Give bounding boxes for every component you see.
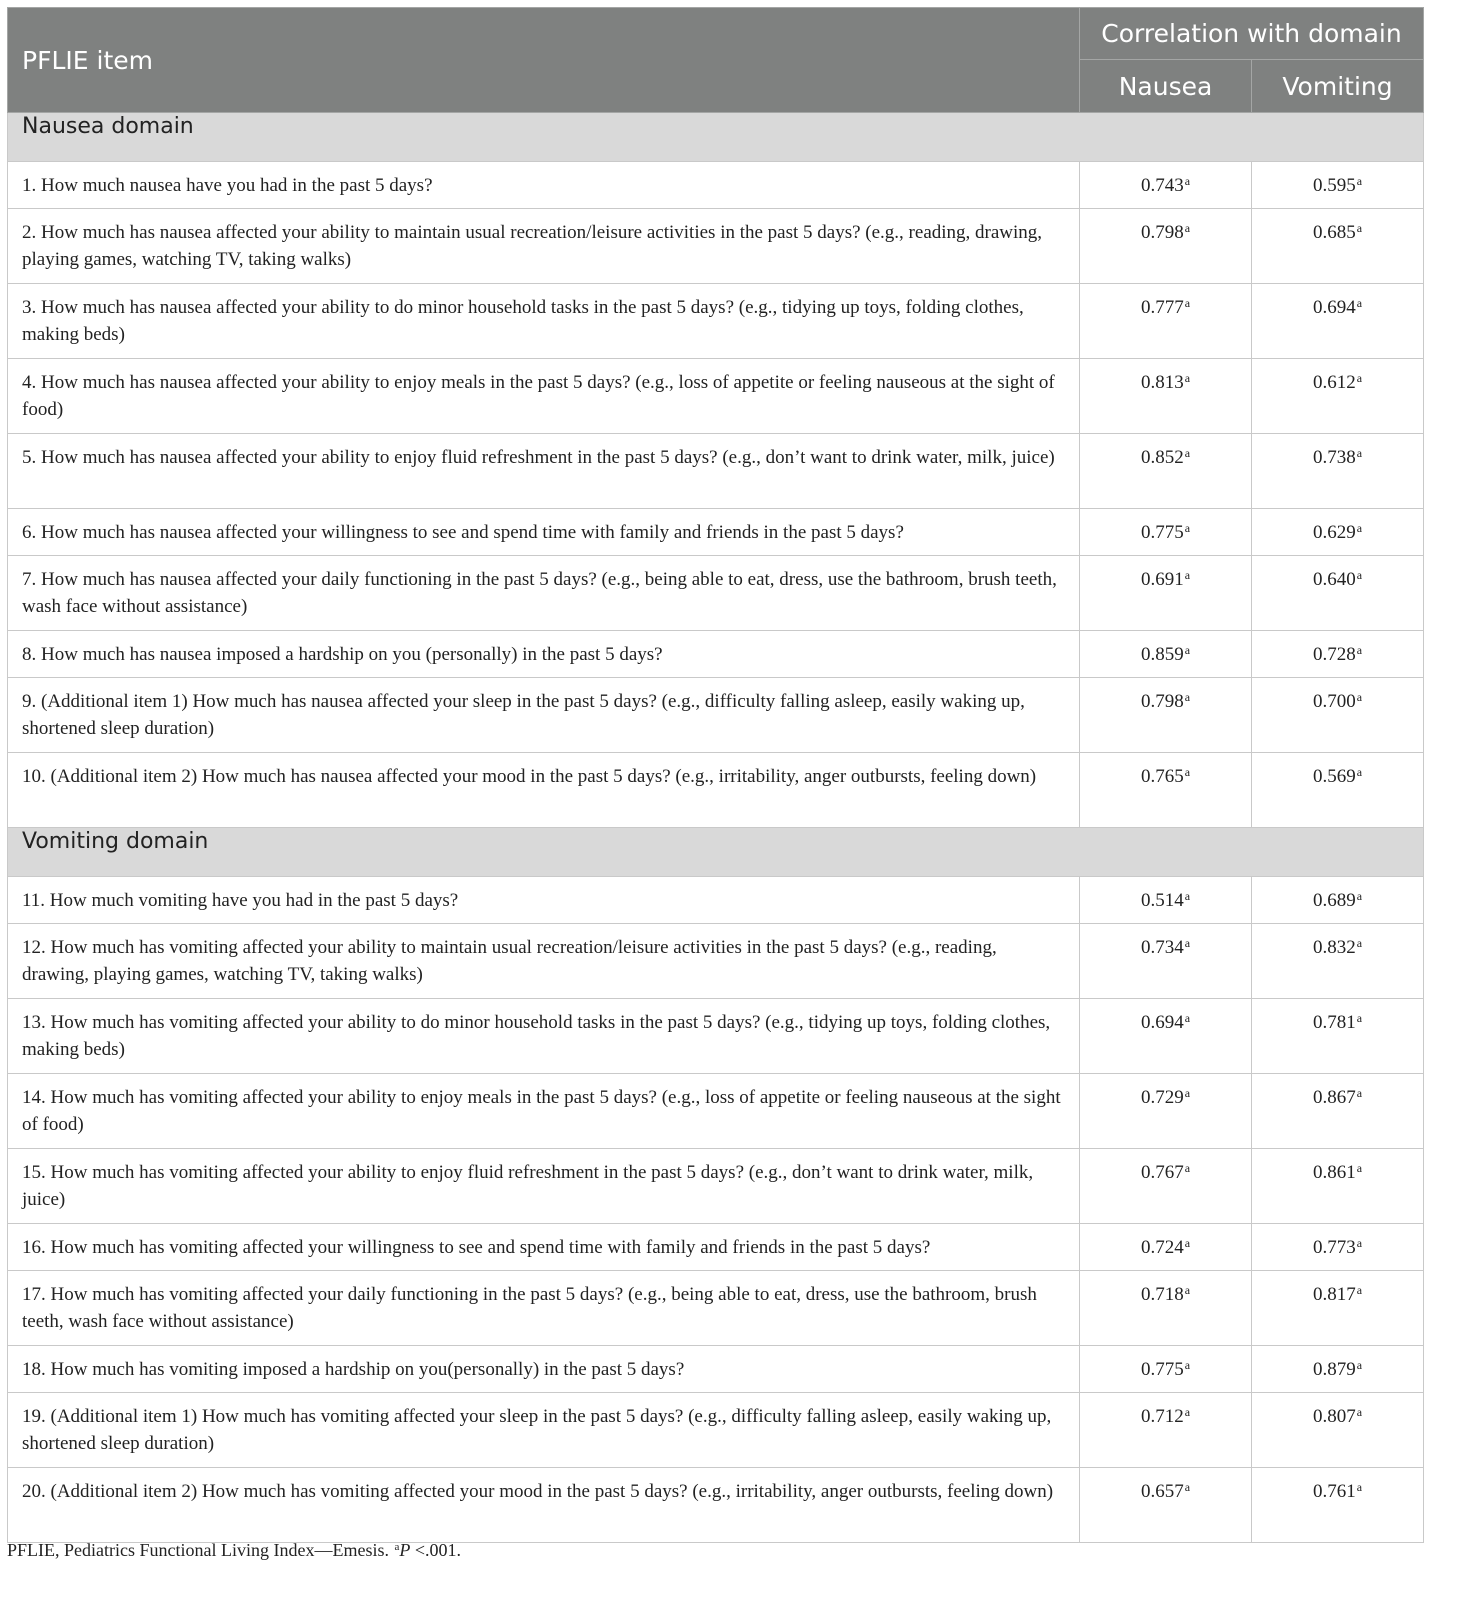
vomiting-correlation-value: 0.832: [1312, 937, 1356, 958]
nausea-correlation-value: 0.798: [1140, 222, 1184, 243]
vomiting-column-header: Vomiting: [1252, 60, 1424, 113]
item-text: 12. How much has vomiting affected your ability to maintain usual recreation/leisure activities in the past 5 days? (e.g., reading, drawing, playing games, watching TV, taking walks): [8, 924, 1080, 999]
nausea-correlation-cell: [1080, 434, 1252, 509]
pflie-item-header: PFLIE item: [8, 8, 1080, 113]
nausea-correlation-cell: [1080, 1393, 1252, 1468]
vomiting-correlation-value: 0.761: [1312, 1481, 1356, 1502]
footnote-p-label: P: [399, 1540, 411, 1560]
vomiting-correlation-value: 0.781: [1312, 1012, 1356, 1033]
nausea-correlation-cell: [1080, 1149, 1252, 1224]
significance-marker: a: [1356, 521, 1363, 535]
vomiting-correlation-value: 0.728: [1312, 644, 1356, 665]
significance-marker: a: [1184, 296, 1191, 310]
significance-marker: a: [1356, 936, 1363, 950]
vomiting-correlation-cell: [1252, 359, 1424, 434]
nausea-correlation-cell: [1080, 924, 1252, 999]
nausea-correlation-value: 0.514: [1140, 890, 1184, 911]
nausea-correlation-cell: [1080, 359, 1252, 434]
nausea-correlation-cell: [1080, 284, 1252, 359]
section-row: [8, 828, 1424, 877]
nausea-correlation-value: 0.813: [1140, 372, 1184, 393]
nausea-correlation-cell: [1080, 631, 1252, 678]
vomiting-correlation-value: 0.867: [1312, 1087, 1356, 1108]
table-row: [8, 1468, 1424, 1543]
nausea-correlation-value: 0.657: [1140, 1481, 1184, 1502]
footnote-marker: a: [394, 1541, 400, 1553]
table-row: [8, 1393, 1424, 1468]
vomiting-correlation-value: 0.773: [1312, 1237, 1356, 1258]
significance-marker: a: [1356, 690, 1363, 704]
significance-marker: a: [1356, 1236, 1363, 1250]
item-text: 4. How much has nausea affected your ability to enjoy meals in the past 5 days? (e.g., loss of appetite or feeling nauseous at the sight of food): [8, 359, 1080, 434]
table-row: [8, 1346, 1424, 1393]
significance-marker: a: [1184, 1236, 1191, 1250]
table-body: [8, 113, 1424, 1543]
table-row: [8, 359, 1424, 434]
item-text: 11. How much vomiting have you had in the past 5 days?: [8, 877, 1080, 924]
significance-marker: a: [1356, 643, 1363, 657]
significance-marker: a: [1356, 889, 1363, 903]
nausea-correlation-cell: [1080, 509, 1252, 556]
nausea-correlation-value: 0.691: [1140, 569, 1184, 590]
vomiting-correlation-cell: [1252, 434, 1424, 509]
correlation-group-header: Correlation with domain: [1080, 8, 1424, 60]
nausea-correlation-cell: [1080, 753, 1252, 828]
nausea-correlation-cell: [1080, 1346, 1252, 1393]
vomiting-correlation-cell: [1252, 509, 1424, 556]
table-row: [8, 556, 1424, 631]
significance-marker: a: [1184, 690, 1191, 704]
nausea-correlation-value: 0.718: [1140, 1284, 1184, 1305]
significance-marker: a: [1184, 221, 1191, 235]
nausea-correlation-value: 0.777: [1140, 297, 1184, 318]
item-text: 9. (Additional item 1) How much has nausea affected your sleep in the past 5 days? (e.g., difficulty falling asleep, easily waking up, shortened sleep duration): [8, 678, 1080, 753]
significance-marker: a: [1356, 765, 1363, 779]
significance-marker: a: [1184, 889, 1191, 903]
significance-marker: a: [1356, 446, 1363, 460]
nausea-correlation-value: 0.712: [1140, 1406, 1184, 1427]
significance-marker: a: [1184, 174, 1191, 188]
vomiting-correlation-cell: [1252, 753, 1424, 828]
nausea-correlation-value: 0.724: [1140, 1237, 1184, 1258]
nausea-correlation-value: 0.798: [1140, 691, 1184, 712]
significance-marker: a: [1356, 371, 1363, 385]
significance-marker: a: [1356, 568, 1363, 582]
nausea-correlation-cell: [1080, 162, 1252, 209]
significance-marker: a: [1184, 521, 1191, 535]
vomiting-correlation-cell: [1252, 1074, 1424, 1149]
table-row: [8, 509, 1424, 556]
vomiting-correlation-value: 0.612: [1312, 372, 1356, 393]
vomiting-correlation-value: 0.640: [1312, 569, 1356, 590]
table-row: [8, 284, 1424, 359]
vomiting-correlation-cell: [1252, 284, 1424, 359]
table-header: [8, 8, 1424, 113]
vomiting-correlation-value: 0.685: [1312, 222, 1356, 243]
item-text: 2. How much has nausea affected your ability to maintain usual recreation/leisure activities in the past 5 days? (e.g., reading, drawing, playing games, watching TV, taking walks): [8, 209, 1080, 284]
vomiting-correlation-cell: [1252, 877, 1424, 924]
significance-marker: a: [1184, 765, 1191, 779]
significance-marker: a: [1184, 1480, 1191, 1494]
vomiting-correlation-cell: [1252, 1393, 1424, 1468]
nausea-correlation-cell: [1080, 877, 1252, 924]
vomiting-correlation-cell: [1252, 1149, 1424, 1224]
nausea-correlation-value: 0.775: [1140, 522, 1184, 543]
item-text: 3. How much has nausea affected your ability to do minor household tasks in the past 5 days? (e.g., tidying up toys, folding clothes, making beds): [8, 284, 1080, 359]
vomiting-correlation-cell: [1252, 1224, 1424, 1271]
significance-marker: a: [1356, 221, 1363, 235]
section-title: Nausea domain: [8, 113, 1424, 162]
nausea-correlation-cell: [1080, 209, 1252, 284]
significance-marker: a: [1184, 1405, 1191, 1419]
vomiting-correlation-cell: [1252, 162, 1424, 209]
correlation-table-container: [7, 7, 1423, 1543]
table-footnote: [7, 1540, 461, 1561]
vomiting-correlation-value: 0.694: [1312, 297, 1356, 318]
significance-marker: a: [1356, 1011, 1363, 1025]
significance-marker: a: [1356, 1480, 1363, 1494]
significance-marker: a: [1356, 296, 1363, 310]
table-row: [8, 678, 1424, 753]
nausea-correlation-value: 0.765: [1140, 766, 1184, 787]
vomiting-correlation-cell: [1252, 999, 1424, 1074]
nausea-correlation-value: 0.767: [1140, 1162, 1184, 1183]
significance-marker: a: [1356, 1358, 1363, 1372]
table-row: [8, 1224, 1424, 1271]
table-row: [8, 1271, 1424, 1346]
table-row: [8, 162, 1424, 209]
footnote-text: PFLIE, Pediatrics Functional Living Index—Emesis.: [7, 1540, 394, 1560]
significance-marker: a: [1184, 1283, 1191, 1297]
nausea-correlation-value: 0.852: [1140, 447, 1184, 468]
item-text: 5. How much has nausea affected your ability to enjoy fluid refreshment in the past 5 days? (e.g., don’t want to drink water, milk, juice): [8, 434, 1080, 509]
significance-marker: a: [1184, 1358, 1191, 1372]
vomiting-correlation-value: 0.595: [1312, 175, 1356, 196]
significance-marker: a: [1356, 1405, 1363, 1419]
correlation-table: [7, 7, 1424, 1543]
table-row: [8, 924, 1424, 999]
nausea-correlation-cell: [1080, 1224, 1252, 1271]
vomiting-correlation-value: 0.738: [1312, 447, 1356, 468]
nausea-correlation-cell: [1080, 1468, 1252, 1543]
table-row: [8, 434, 1424, 509]
vomiting-correlation-cell: [1252, 209, 1424, 284]
nausea-correlation-cell: [1080, 556, 1252, 631]
item-text: 10. (Additional item 2) How much has nausea affected your mood in the past 5 days? (e.g., irritability, anger outbursts, feeling down): [8, 753, 1080, 828]
item-text: 20. (Additional item 2) How much has vomiting affected your mood in the past 5 days? (e.g., irritability, anger outbursts, feeling down): [8, 1468, 1080, 1543]
significance-marker: a: [1184, 936, 1191, 950]
significance-marker: a: [1184, 1161, 1191, 1175]
significance-marker: a: [1184, 568, 1191, 582]
nausea-correlation-cell: [1080, 1271, 1252, 1346]
vomiting-correlation-value: 0.689: [1312, 890, 1356, 911]
item-text: 14. How much has vomiting affected your ability to enjoy meals in the past 5 days? (e.g., loss of appetite or feeling nauseous at the sight of food): [8, 1074, 1080, 1149]
item-text: 8. How much has nausea imposed a hardship on you (personally) in the past 5 days?: [8, 631, 1080, 678]
nausea-correlation-value: 0.729: [1140, 1087, 1184, 1108]
vomiting-correlation-value: 0.879: [1312, 1359, 1356, 1380]
nausea-correlation-cell: [1080, 999, 1252, 1074]
table-row: [8, 1074, 1424, 1149]
significance-marker: a: [1184, 371, 1191, 385]
vomiting-correlation-cell: [1252, 924, 1424, 999]
vomiting-correlation-cell: [1252, 1346, 1424, 1393]
nausea-correlation-value: 0.859: [1140, 644, 1184, 665]
significance-marker: a: [1356, 1086, 1363, 1100]
item-text: 13. How much has vomiting affected your ability to do minor household tasks in the past 5 days? (e.g., tidying up toys, folding clothes, making beds): [8, 999, 1080, 1074]
table-row: [8, 999, 1424, 1074]
table-row: [8, 631, 1424, 678]
significance-marker: a: [1356, 174, 1363, 188]
significance-marker: a: [1184, 1086, 1191, 1100]
nausea-column-header: Nausea: [1080, 60, 1252, 113]
vomiting-correlation-value: 0.569: [1312, 766, 1356, 787]
vomiting-correlation-cell: [1252, 556, 1424, 631]
item-text: 19. (Additional item 1) How much has vomiting affected your sleep in the past 5 days? (e.g., difficulty falling asleep, easily waking up, shortened sleep duration): [8, 1393, 1080, 1468]
section-row: [8, 113, 1424, 162]
item-text: 18. How much has vomiting imposed a hardship on you(personally) in the past 5 days?: [8, 1346, 1080, 1393]
significance-marker: a: [1184, 643, 1191, 657]
item-text: 7. How much has nausea affected your daily functioning in the past 5 days? (e.g., being able to eat, dress, use the bathroom, brush teeth, wash face without assistance): [8, 556, 1080, 631]
vomiting-correlation-value: 0.817: [1312, 1284, 1356, 1305]
vomiting-correlation-value: 0.700: [1312, 691, 1356, 712]
significance-marker: a: [1356, 1161, 1363, 1175]
vomiting-correlation-value: 0.629: [1312, 522, 1356, 543]
nausea-correlation-cell: [1080, 1074, 1252, 1149]
section-title: Vomiting domain: [8, 828, 1424, 877]
vomiting-correlation-cell: [1252, 1468, 1424, 1543]
footnote-p-value: <.001.: [410, 1540, 462, 1560]
nausea-correlation-value: 0.775: [1140, 1359, 1184, 1380]
table-row: [8, 753, 1424, 828]
item-text: 1. How much nausea have you had in the past 5 days?: [8, 162, 1080, 209]
vomiting-correlation-value: 0.807: [1312, 1406, 1356, 1427]
table-row: [8, 1149, 1424, 1224]
table-row: [8, 877, 1424, 924]
vomiting-correlation-cell: [1252, 631, 1424, 678]
significance-marker: a: [1184, 446, 1191, 460]
item-text: 17. How much has vomiting affected your daily functioning in the past 5 days? (e.g., being able to eat, dress, use the bathroom, brush teeth, wash face without assistance): [8, 1271, 1080, 1346]
significance-marker: a: [1184, 1011, 1191, 1025]
item-text: 6. How much has nausea affected your willingness to see and spend time with family and friends in the past 5 days?: [8, 509, 1080, 556]
item-text: 15. How much has vomiting affected your ability to enjoy fluid refreshment in the past 5 days? (e.g., don’t want to drink water, milk, juice): [8, 1149, 1080, 1224]
item-text: 16. How much has vomiting affected your willingness to see and spend time with family and friends in the past 5 days?: [8, 1224, 1080, 1271]
nausea-correlation-value: 0.734: [1140, 937, 1184, 958]
nausea-correlation-value: 0.694: [1140, 1012, 1184, 1033]
nausea-correlation-cell: [1080, 678, 1252, 753]
vomiting-correlation-value: 0.861: [1312, 1162, 1356, 1183]
vomiting-correlation-cell: [1252, 1271, 1424, 1346]
significance-marker: a: [1356, 1283, 1363, 1297]
vomiting-correlation-cell: [1252, 678, 1424, 753]
nausea-correlation-value: 0.743: [1140, 175, 1184, 196]
table-row: [8, 209, 1424, 284]
